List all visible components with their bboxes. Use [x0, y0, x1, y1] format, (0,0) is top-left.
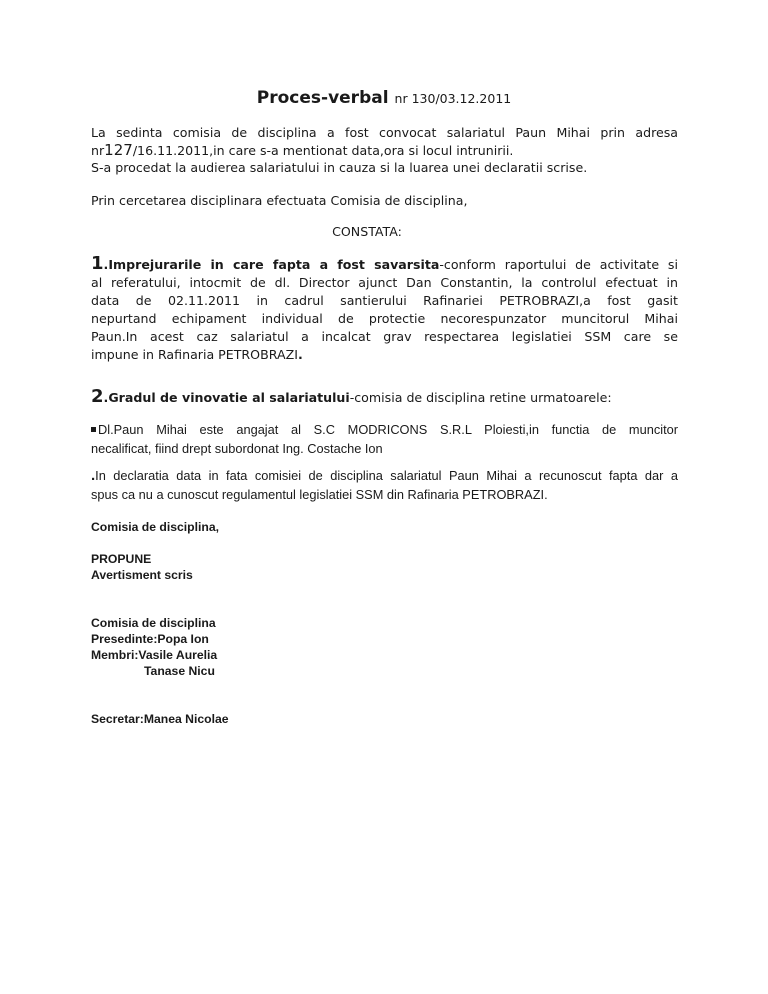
intro-paragraph — [91, 124, 678, 176]
point-1 — [91, 253, 678, 363]
details-bullet-2-dot: . — [91, 467, 96, 484]
constata-text: CONSTATA: — [332, 224, 402, 239]
details-bullet-1-line-2: necalificat, fiind drept subordonat Ing. Costache Ion — [91, 441, 383, 456]
comisia2-text: Comisia de disciplina — [91, 616, 216, 630]
secretar-text: Secretar:Manea Nicolae — [91, 712, 229, 726]
commission-members — [91, 615, 678, 679]
details-bullet-2 — [91, 466, 678, 504]
cercetare-text: Prin cercetarea disciplinara efectuata Comisia de disciplina, — [91, 193, 468, 208]
point-1-heading: .Imprejurarile in care fapta a fost savarsita — [103, 257, 440, 272]
secretar-line — [91, 711, 678, 727]
cercetare-line — [91, 192, 678, 209]
presedinte-text: Presedinte:Popa Ion — [91, 632, 209, 646]
intro-nr-rest: /16.11.2011,in care s-a mentionat data,ora si locul intrunirii. — [132, 143, 514, 158]
point-2-number: 2 — [91, 386, 104, 407]
title-number: nr 130/03.12.2011 — [394, 91, 512, 106]
point-1-last-text: impune in Rafinaria PETROBRAZI — [91, 347, 298, 362]
membru2-text: Tanase Nicu — [144, 664, 215, 678]
point-1-last-dot: . — [297, 347, 303, 362]
point-2-heading: .Gradul de vinovatie al salariatului — [103, 390, 350, 405]
details-bullet-1-line-1 — [91, 420, 678, 439]
point-2-rest: -comisia de disciplina retine urmatoarele: — [349, 390, 612, 405]
details-bullet-2-line-1 — [91, 466, 678, 485]
details-bullet-2-line-2: spus ca nu a cunoscut regulamentul legislatiei SSM din Rafinaria PETROBRAZI. — [91, 487, 548, 502]
comisia-text: Comisia de disciplina, — [91, 520, 220, 534]
intro-line-2 — [91, 142, 678, 159]
point-2-line — [91, 386, 678, 409]
propune-text: PROPUNE — [91, 552, 152, 566]
intro-nr-prefix: nr — [91, 143, 105, 158]
intro-line-3: S-a procedat la audierea salariatului in cauza si la luarea unei declaratii scrise. — [91, 160, 588, 175]
point-1-number: 1 — [91, 253, 104, 274]
point-1-last-line — [91, 346, 678, 363]
intro-line-1: La sedinta comisia de disciplina a fost convocat salariatul Paun Mihai prin adresa — [91, 125, 678, 140]
intro-nr-number: 127 — [104, 141, 133, 159]
propune-block — [91, 551, 678, 583]
point-1-text-3: nepurtand echipament individual de protectie necorespunzator muncitorul Mihai — [91, 311, 678, 326]
point-1-text-1: al referatului, intocmit de dl. Director ajunct Dan Constantin, la controlul efectuat in — [91, 275, 678, 290]
point-1-text-4: Paun.In acest caz salariatul a incalcat grav respectarea legislatiei SSM care se — [91, 329, 678, 344]
point-1-line-1 — [91, 253, 678, 274]
constata-heading — [67, 223, 667, 240]
membri-text: Membri:Vasile Aurelia — [91, 648, 218, 662]
details-bullet-1 — [91, 420, 678, 458]
document-title — [0, 88, 768, 108]
comisia-label — [91, 519, 678, 535]
square-bullet-icon — [91, 427, 96, 432]
details-bullet-1-text: Dl.Paun Mihai este angajat al S.C MODRICONS S.R.L Ploiesti,in functia de muncitor — [98, 422, 678, 437]
title-main: Proces-verbal — [256, 88, 389, 108]
point-2 — [91, 386, 678, 409]
point-1-text-0: -conform raportului de activitate si — [439, 257, 678, 272]
details-bullet-2-text: In declaratia data in fata comisiei de disciplina salariatul Paun Mihai a recunoscut fapta dar a — [95, 468, 678, 483]
point-1-text-2: data de 02.11.2011 in cadrul santierului Rafinariei PETROBRAZI,a fost gasit — [91, 293, 678, 308]
sanctiune-text: Avertisment scris — [91, 568, 193, 582]
